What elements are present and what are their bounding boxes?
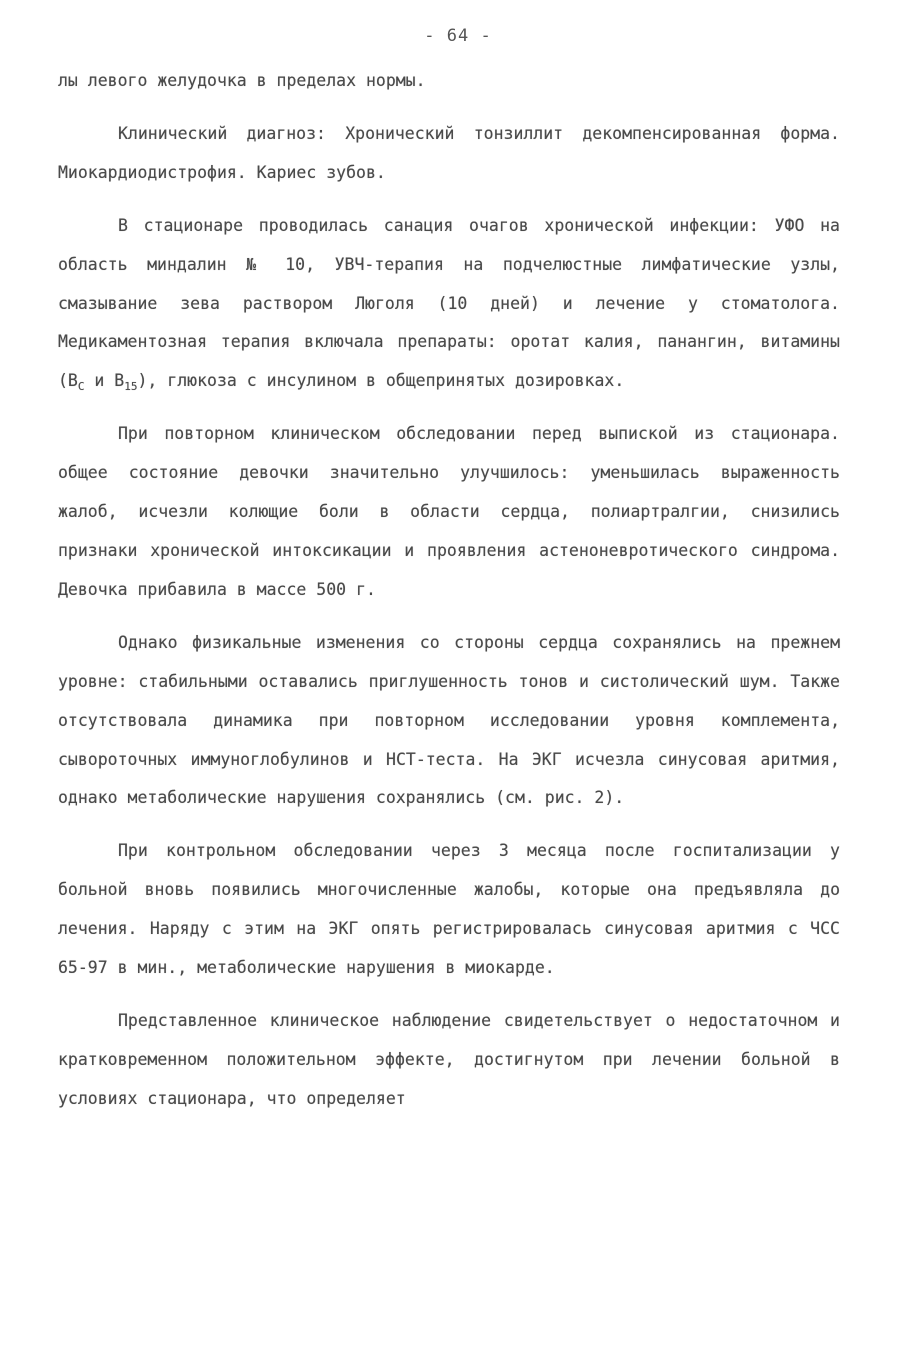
paragraph: Однако физикальные изменения со стороны сердца сохранялись на прежнем уровне: стабильными оставались приглушенность тонов и систолический шум. Также отсутствовала динамика при повторном исследовании уровня комплемента, сывороточных иммуноглобулинов и НСТ-теста. На ЭКГ исчезла синусовая аритмия, однако метаболические нарушения сохранялись (см. рис. 2). xyxy=(58,632,840,808)
paragraph: Клинический диагноз: Хронический тонзиллит декомпенсированная форма. Миокардиодистрофия. Кариес зубов. xyxy=(58,123,840,182)
vitamin-text: и B xyxy=(84,371,125,391)
paragraph-text: ), глюкоза с инсулином в общепринятых дозировках. xyxy=(137,371,625,391)
paragraph: Представленное клиническое наблюдение свидетельствует о недостаточном и кратковременном положительном эффекте, достигнутом при лечении больной в условиях стационара, что определяет xyxy=(58,1010,840,1108)
vitamin-subscript: 15 xyxy=(124,380,138,394)
page-number: - 64 - xyxy=(424,26,492,46)
vitamin-subscript: С xyxy=(77,380,85,394)
paragraph: лы левого желудочка в пределах нормы. xyxy=(58,71,426,90)
paragraph xyxy=(58,207,840,402)
paragraph: При контрольном обследовании через 3 месяца после госпитализации у больной вновь появились многочисленные жалобы, которые она предъявляла до лечения. Наряду с этим на ЭКГ опять регистрировалась синусовая аритмия с ЧСС 65-97 в мин., метаболические нарушения в миокарде. xyxy=(58,841,840,978)
paragraph-text: В стационаре проводилась санация очагов хронической инфекции: УФО на область миндалин № 10, УВЧ-терапия на подчелюстные лимфатические узлы, смазывание зева раствором Люголя (10 дней) и лечение у стоматолога. Медикаментозная терапия включала препараты: оротат калия, панангин, витамины (B xyxy=(58,215,840,391)
body-text xyxy=(58,62,840,1133)
paragraph: При повторном клиническом обследовании перед выпиской из стационара. общее состояние девочки значительно улучшилось: уменьшилась выраженность жалоб, исчезли колющие боли в области сердца, полиартралгии, снизились признаки хронической интоксикации и проявления астеноневротического синдрома. Девочка прибавила в массе 500 г. xyxy=(58,424,840,599)
